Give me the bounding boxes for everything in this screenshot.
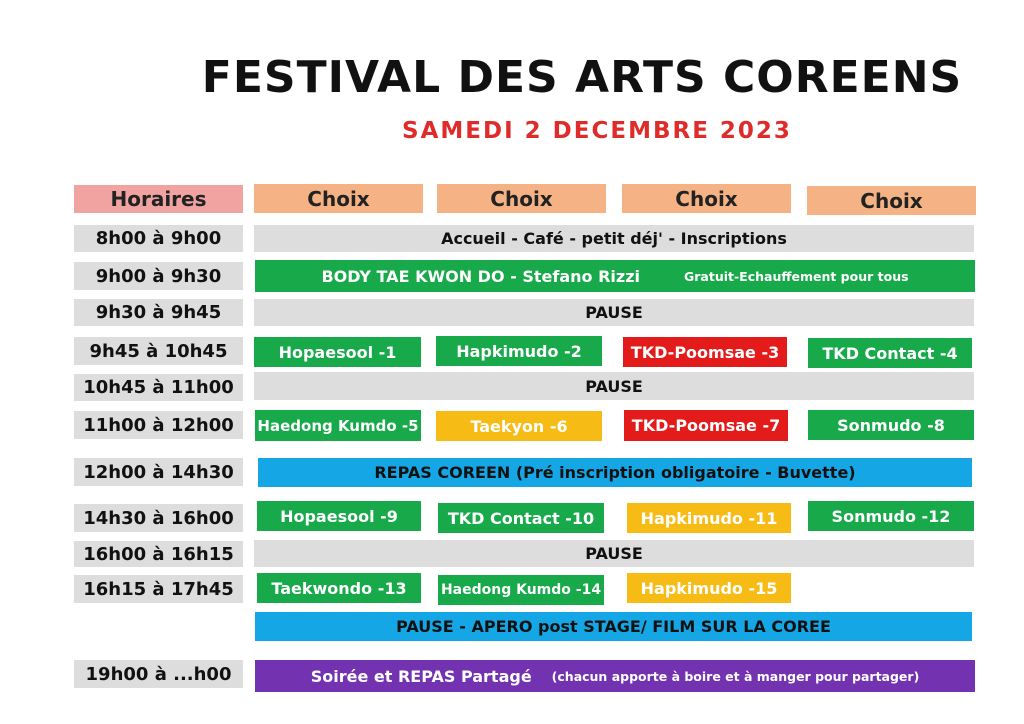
time-slot: 16h00 à 16h15 — [74, 541, 243, 567]
activity-repas-coreen: REPAS COREEN (Pré inscription obligatoire - Buvette) — [258, 458, 972, 487]
time-slot: 12h00 à 14h30 — [74, 458, 243, 486]
time-slot: 10h45 à 11h00 — [74, 374, 243, 401]
activity-hapkimudo-2: Hapkimudo -2 — [436, 336, 602, 366]
pause-block: PAUSE — [254, 299, 974, 326]
time-slot: 11h00 à 12h00 — [74, 411, 243, 439]
pause-block: PAUSE — [254, 372, 974, 400]
activity-hopaesool-1: Hopaesool -1 — [254, 337, 421, 367]
activity-apero-film: PAUSE - APERO post STAGE/ FILM SUR LA COREE — [255, 612, 972, 641]
pause-block: PAUSE — [254, 540, 974, 567]
activity-hapkimudo-11: Hapkimudo -11 — [627, 503, 791, 533]
time-slot: 19h00 à ...h00 — [74, 660, 243, 688]
activity-taekwondo-13: Taekwondo -13 — [257, 573, 421, 603]
activity-soiree-note: (chacun apporte à boire et à manger pour partager) — [551, 668, 920, 684]
time-slot: 9h00 à 9h30 — [74, 262, 243, 290]
activity-sonmudo-12: Sonmudo -12 — [808, 501, 974, 531]
activity-body-tkd — [255, 260, 975, 292]
time-slot: 16h15 à 17h45 — [74, 575, 243, 603]
time-slot: 9h30 à 9h45 — [74, 299, 243, 326]
festival-date: SAMEDI 2 DECEMBRE 2023 — [402, 118, 792, 144]
activity-soiree-label: Soirée et REPAS Partagé — [310, 666, 532, 686]
activity-soiree-repas — [255, 660, 975, 692]
time-slot: 8h00 à 9h00 — [74, 225, 243, 252]
header-choix-2: Choix — [437, 184, 606, 213]
activity-hopaesool-9: Hopaesool -9 — [257, 501, 421, 531]
activity-sonmudo-8: Sonmudo -8 — [808, 410, 974, 440]
activity-tkd-poomsae-7: TKD-Poomsae -7 — [624, 410, 788, 441]
header-horaires: Horaires — [74, 185, 243, 213]
activity-accueil: Accueil - Café - petit déj' - Inscriptions — [254, 225, 974, 252]
time-slot: 14h30 à 16h00 — [74, 504, 243, 532]
activity-body-tkd-note: Gratuit-Echauffement pour tous — [683, 268, 909, 284]
activity-tkd-contact-4: TKD Contact -4 — [808, 338, 972, 368]
header-choix-4: Choix — [807, 186, 976, 215]
activity-tkd-poomsae-3: TKD-Poomsae -3 — [623, 337, 787, 367]
header-choix-1: Choix — [254, 184, 423, 213]
header-choix-3: Choix — [622, 184, 791, 213]
activity-haedong-kumdo-14: Haedong Kumdo -14 — [438, 575, 604, 605]
activity-haedong-kumdo-5: Haedong Kumdo -5 — [255, 410, 421, 441]
activity-hapkimudo-15: Hapkimudo -15 — [627, 573, 791, 603]
festival-title: FESTIVAL DES ARTS COREENS — [201, 52, 963, 103]
time-slot: 9h45 à 10h45 — [74, 337, 243, 365]
activity-body-tkd-label: BODY TAE KWON DO - Stefano Rizzi — [321, 266, 640, 286]
activity-tkd-contact-10: TKD Contact -10 — [438, 503, 604, 533]
activity-taekyon-6: Taekyon -6 — [436, 411, 602, 441]
